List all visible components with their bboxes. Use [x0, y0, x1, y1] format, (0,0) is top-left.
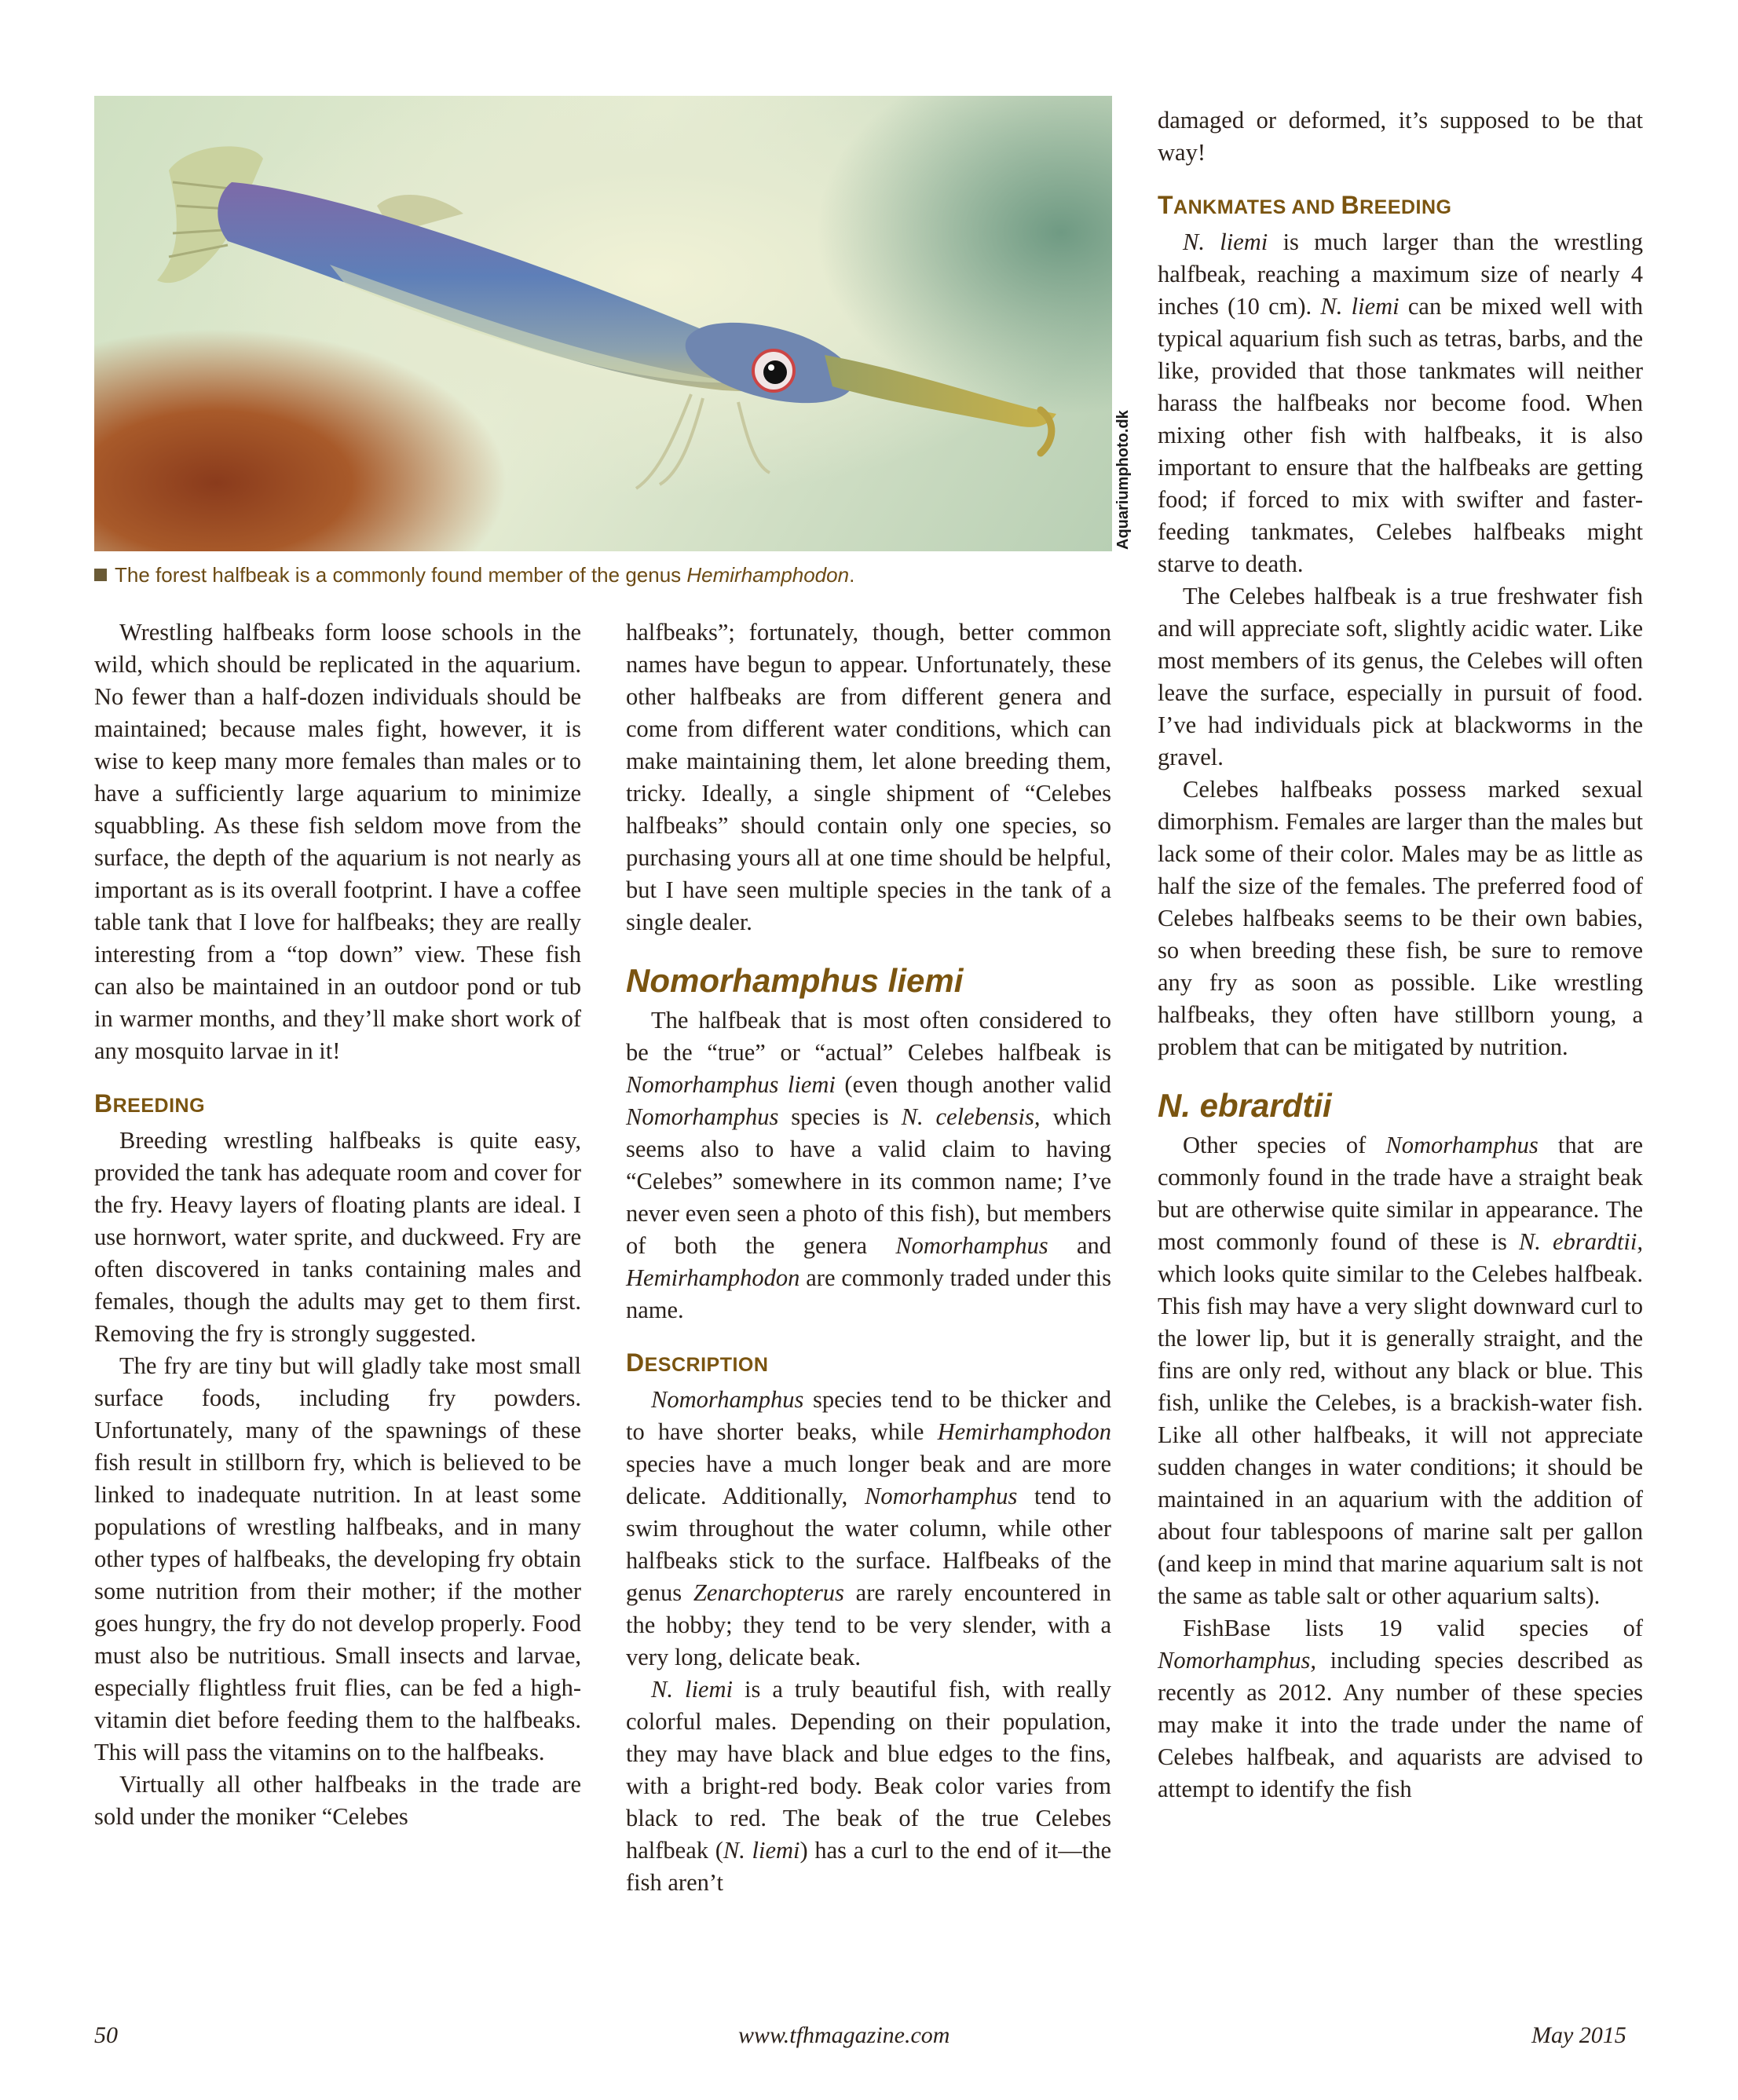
subheading-description: DESCRIPTION — [626, 1348, 769, 1377]
paragraph: The halfbeak that is most often considered to be the “true” or “actual” Celebes halfbeak is Nomorhamphus liemi (even though another valid Nomorhamphus species is N. celebensis, which seems also to have a valid claim to having “Celebes” somewhere in its common name; I’ve never even seen a photo of this fish), but members of both the genera Nomorhamphus and Hemirhamphodon are commonly traded under this name. — [626, 1007, 1112, 1323]
paragraph: Other species of Nomorhamphus that are commonly found in the trade have a straight beak but are otherwise quite similar in appearance. The most commonly found of these is N. ebrardtii, which looks quite similar to the Celebes halfbeak. This fish may have a very slight downward curl to the lower lip, but it is generally straight, and the fins are only red, without any black or blue. This fish, unlike the Celebes, is a brackish-water fish. Like all other halfbeaks, it will not appreciate sudden changes in water conditions; it should be maintained in an aquarium with the addition of about four tablespoons of marine salt per gallon (and keep in mind that marine aquarium salt is not the same as table salt or other aquarium salts). — [1158, 1132, 1644, 1609]
paragraph: Virtually all other halfbeaks in the trade are sold under the moniker “Celebes — [94, 1771, 581, 1830]
caption-bullet-icon — [94, 569, 107, 581]
paragraph: damaged or deformed, it’s supposed to be that way! — [1158, 107, 1643, 166]
paragraph: Wrestling halfbeaks form loose schools in the wild, which should be replicated in the aquarium. No fewer than a half-dozen individuals should be maintained; because males fight, however, it is wise to keep many more females than males or to have a sufficiently large aquarium to minimize squabbling. As these fish seldom move from the surface, the depth of the aquarium is not nearly as important as is its overall footprint. I have a coffee table tank that I love for halfbeaks; they are really interesting from a “top down” view. These fish can also be maintained in an outdoor pond or tub in warmer months, and they’ll make short work of any mosquito larvae in it! — [94, 619, 581, 1064]
website-url: www.tfhmagazine.com — [738, 2022, 950, 2048]
paragraph: N. liemi is much larger than the wrestling halfbeak, reaching a maximum size of nearly 4 inches (10 cm). N. liemi can be mixed well with typical aquarium fish such as tetras, barbs, and the like, provided that those tankmates will neither harass the halfbeaks nor become food. When mixing other fish with halfbeaks, it is also important to ensure that the halfbeaks are getting food; if forced to mix with swifter and faster-feeding tankmates, Celebes halfbeaks might starve to death. — [1158, 229, 1643, 577]
fish-illustration — [94, 96, 1112, 551]
paragraph: The Celebes halfbeak is a true freshwater fish and will appreciate soft, slightly acidic water. Like most members of its genus, the Celebes will often leave the surface, especially in pursuit of food. I’ve had individuals pick at blackworms in the gravel. — [1158, 583, 1643, 770]
halfbeak-photo — [94, 96, 1112, 551]
column-1 — [94, 616, 581, 1833]
subheading-breeding: BREEDING — [94, 1089, 206, 1118]
photo-caption: The forest halfbeak is a commonly found member of the genus Hemirhamphodon. — [94, 559, 1115, 591]
paragraph: FishBase lists 19 valid species of Nomorhamphus, including species described as recently as 2012. Any number of these species may make it into the trade under the name of Celebes halfbeak, and aquarists are advised to attempt to identify the fish — [1158, 1615, 1643, 1802]
paragraph: Nomorhamphus species tend to be thicker and to have shorter beaks, while Hemirhamphodon species have a much longer beak and are more delicate. Additionally, Nomorhamphus tend to swim throughout the water column, while other halfbeaks stick to the surface. Halfbeaks of the genus Zenarchopterus are rarely encountered in the hobby; they tend to be very slender, with a very long, delicate beak. — [626, 1386, 1111, 1670]
paragraph: Breeding wrestling halfbeaks is quite easy, provided the tank has adequate room and cover for the fry. Heavy layers of floating plants are ideal. I use hornwort, water sprite, and duckweed. Fry are often discovered in tanks containing males and females, though the adults may get to them first. Removing the fry is strongly suggested. — [94, 1127, 581, 1347]
heading-nomorhamphus-liemi: Nomorhamphus liemi — [626, 962, 964, 999]
issue-date: May 2015 — [1531, 2022, 1626, 2048]
page-number: 50 — [94, 2022, 118, 2048]
paragraph: halfbeaks”; fortunately, though, better common names have begun to appear. Unfortunately, these other halfbeaks are from different genera and come from different water conditions, which can make maintaining them, let alone breeding them, tricky. Ideally, a single shipment of “Celebes halfbeaks” should contain only one species, so purchasing yours all at one time should be helpful, but I have seen multiple species in the tank of a single dealer. — [626, 619, 1111, 935]
column-2 — [626, 616, 1111, 1899]
paragraph: Celebes halfbeaks possess marked sexual dimorphism. Females are larger than the males but lack some of their color. Males may be as little as half the size of the females. The preferred food of Celebes halfbeaks seems to be their own babies, so when breeding these fish, be sure to remove any fry as soon as possible. Like wrestling halfbeaks, they often have stillborn young, a problem that can be mitigated by nutrition. — [1158, 776, 1643, 1060]
paragraph: The fry are tiny but will gladly take most small surface foods, including fry powders. Unfortunately, many of the spawnings of these fish result in stillborn fry, which is believed to be linked to inadequate nutrition. In at least some populations of wrestling halfbeaks, and in many other types of halfbeaks, the developing fry obtain some nutrition from their mother; if the mother goes hungry, the fry do not develop properly. Food must also be nutritious. Small insects and larvae, especially flightless fruit flies, can be fed a high-vitamin diet before feeding them to the halfbeaks. This will pass the vitamins on to the halfbeaks. — [94, 1352, 581, 1765]
subheading-tankmates-breeding: TANKMATES AND BREEDING — [1158, 191, 1452, 219]
column-3 — [1158, 104, 1643, 1805]
paragraph: N. liemi is a truly beautiful fish, with really colorful males. Depending on their population, they may have black and blue edges to the fins, with a bright-red body. Beak color varies from black to red. The beak of the true Celebes halfbeak (N. liemi) has a curl to the end of it—the fish aren’t — [626, 1676, 1111, 1896]
heading-n-ebrardtii: N. ebrardtii — [1158, 1087, 1332, 1124]
